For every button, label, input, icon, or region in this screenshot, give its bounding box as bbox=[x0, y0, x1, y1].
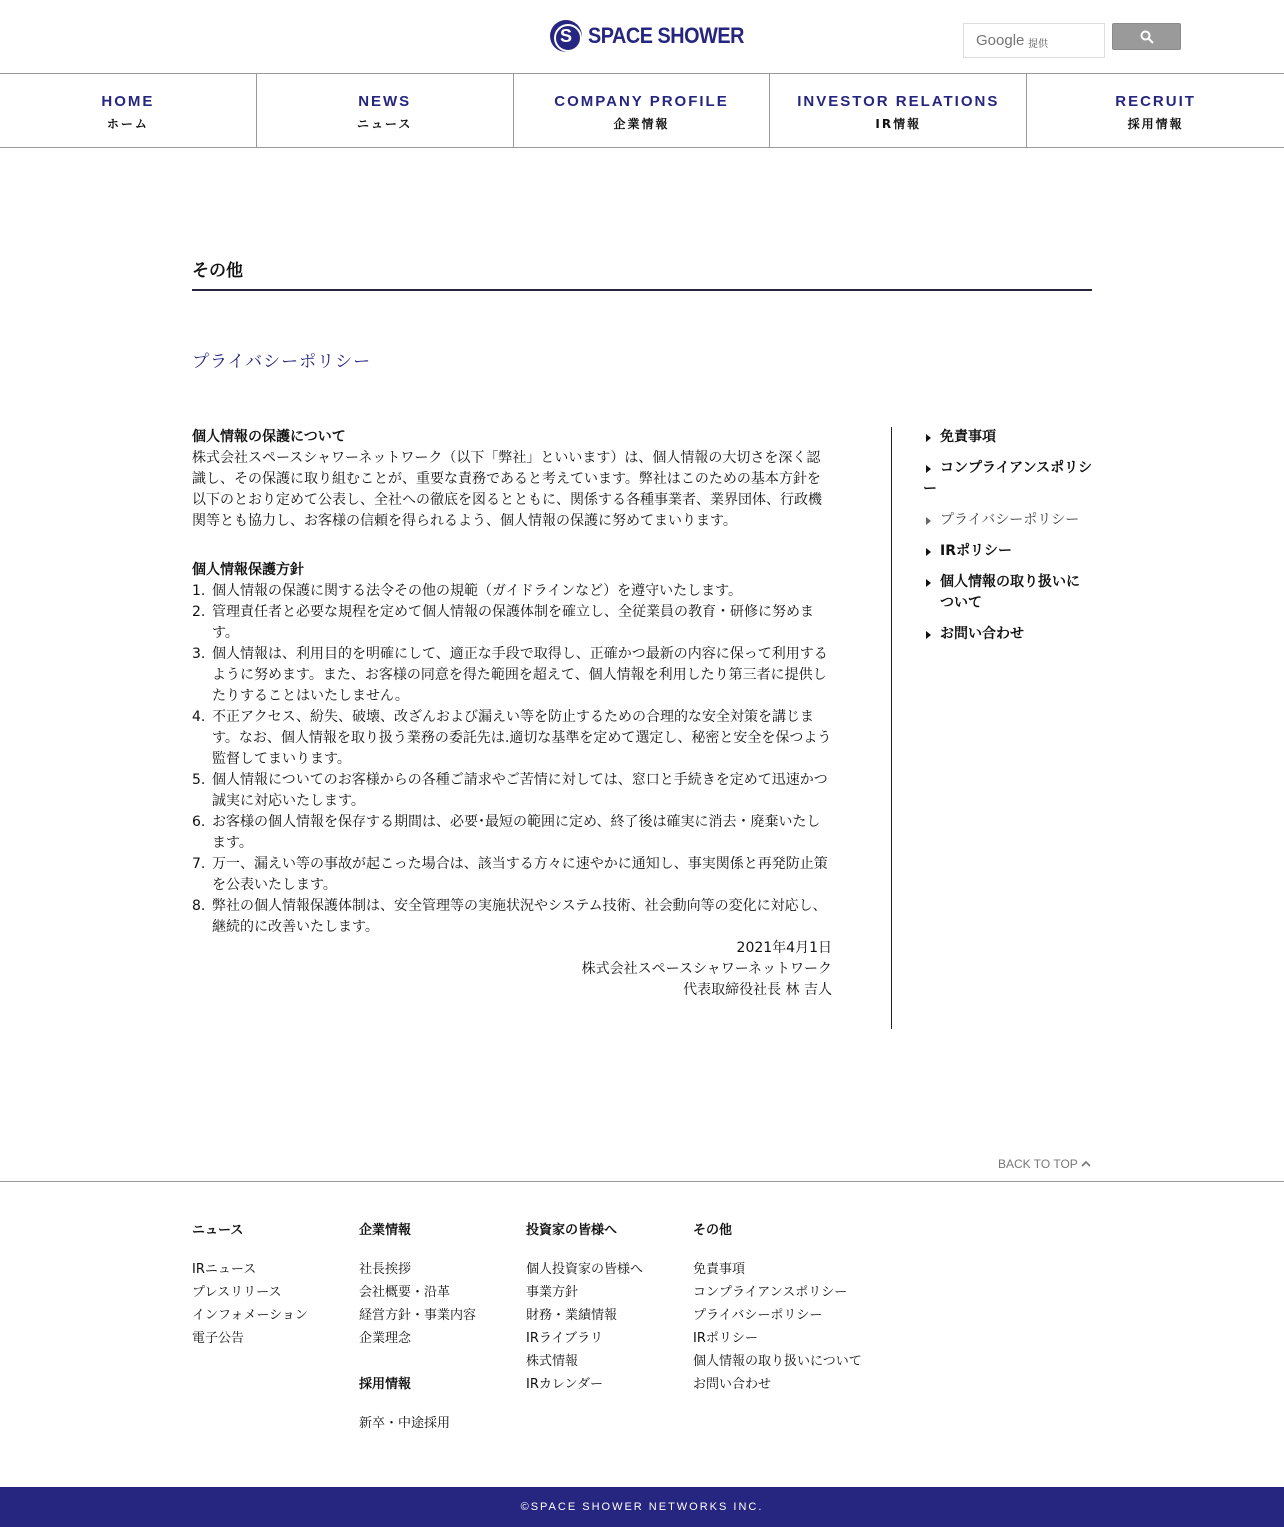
nav-label-ja: IR情報 bbox=[875, 117, 922, 131]
list-text: 個人情報についてのお客様からの各種ご請求やご苦情に対しては、窓口と手続きを定めて迅速かつ誠実に対応いたします。 bbox=[212, 772, 828, 809]
list-text: 管理責任者と必要な規程を定めて個人情報の保護体制を確立し、全従業員の教育・研修に努めます。 bbox=[212, 604, 814, 641]
logo-letter: S bbox=[559, 26, 572, 46]
signature-company: 株式会社スペースシャワーネットワーク bbox=[581, 961, 832, 977]
footer-link[interactable]: IRニュース bbox=[192, 1262, 257, 1277]
footer-heading: 企業情報 bbox=[359, 1223, 412, 1238]
policy-heading: 個人情報保護方針 bbox=[192, 562, 304, 578]
list-text: 万一、漏えい等の事故が起こった場合は、該当する方々に速やかに通知し、事実関係と再発防止策を公表いたします。 bbox=[212, 856, 828, 893]
footer-link[interactable]: 社長挨拶 bbox=[359, 1262, 412, 1277]
footer-link[interactable]: 事業方針 bbox=[526, 1285, 579, 1300]
footer-column-investors bbox=[526, 1222, 696, 1396]
footer-link[interactable]: 電子公告 bbox=[192, 1331, 245, 1346]
nav-label-en: RECRUIT bbox=[1115, 93, 1196, 110]
nav-label-en: INVESTOR RELATIONS bbox=[797, 93, 1000, 110]
footer-link[interactable]: お問い合わせ bbox=[693, 1377, 772, 1392]
copyright-bar: ©SPACE SHOWER NETWORKS INC. bbox=[0, 1487, 1284, 1527]
policy-list bbox=[192, 581, 832, 938]
site-logo[interactable] bbox=[550, 20, 761, 52]
list-item bbox=[192, 812, 832, 854]
logo-text: SPACE SHOWER bbox=[588, 23, 744, 48]
footer-link[interactable]: 新卒・中途採用 bbox=[359, 1416, 451, 1431]
footer-column-news bbox=[192, 1222, 362, 1350]
search-input[interactable] bbox=[963, 23, 1105, 58]
nav-label-ja: 採用情報 bbox=[1127, 117, 1184, 131]
section-divider bbox=[192, 289, 1092, 291]
side-nav-label: 個人情報の取り扱いについて bbox=[940, 574, 1080, 611]
nav-label-en: HOME bbox=[101, 93, 155, 110]
side-nav-item-privacy[interactable] bbox=[923, 510, 1093, 531]
footer-column-other bbox=[693, 1222, 863, 1396]
footer-link[interactable]: プライバシーポリシー bbox=[693, 1308, 823, 1323]
footer-heading: ニュース bbox=[192, 1223, 244, 1238]
list-text: 個人情報は、利用目的を明確にして、適正な手段で取得し、正確かつ最新の内容に保って利用するように努めます。また、お客様の同意を得た範囲を超えて、個人情報を利用したり第三者に提供したりすることはいたしません。 bbox=[212, 646, 828, 704]
list-number: 7. bbox=[192, 856, 206, 872]
side-nav-label: コンプライアンスポリシー bbox=[923, 460, 1093, 497]
nav-item-investor-relations[interactable] bbox=[770, 74, 1027, 147]
list-item bbox=[192, 707, 832, 770]
footer-link[interactable]: IRライブラリ bbox=[526, 1331, 604, 1346]
footer-column-company bbox=[359, 1222, 529, 1435]
side-nav-item-compliance[interactable] bbox=[923, 458, 1093, 500]
nav-item-company-profile[interactable] bbox=[514, 74, 771, 147]
chevron-up-icon bbox=[1081, 1160, 1091, 1168]
caret-right-icon bbox=[926, 579, 931, 587]
list-text: お客様の個人情報を保存する期間は、必要･最短の範囲に定め、終了後は確実に消去・廃棄いたします。 bbox=[212, 814, 821, 851]
search-button[interactable] bbox=[1112, 23, 1181, 50]
nav-label-en: COMPANY PROFILE bbox=[554, 93, 729, 110]
back-to-top-link[interactable] bbox=[998, 1157, 1091, 1171]
nav-label-en: NEWS bbox=[358, 93, 412, 110]
list-number: 5. bbox=[192, 772, 206, 788]
caret-right-icon bbox=[926, 434, 931, 442]
signature-date: 2021年4月1日 bbox=[736, 940, 832, 956]
footer-link[interactable]: 免責事項 bbox=[693, 1262, 746, 1277]
caret-right-icon bbox=[926, 465, 931, 473]
side-nav-label: IRポリシー bbox=[940, 543, 1012, 559]
footer-link[interactable]: インフォメーション bbox=[192, 1308, 308, 1323]
list-item bbox=[192, 854, 832, 896]
side-nav-item-personal-info[interactable] bbox=[923, 572, 1083, 614]
list-number: 2. bbox=[192, 604, 206, 620]
side-nav-item-disclaimer[interactable] bbox=[923, 427, 1093, 448]
list-text: 弊社の個人情報保護体制は、安全管理等の実施状況やシステム技術、社会動向等の変化に対応し、継続的に改善いたします。 bbox=[212, 898, 827, 935]
list-text: 個人情報の保護に関する法令その他の規範（ガイドラインなど）を遵守いたします。 bbox=[212, 583, 743, 599]
list-number: 4. bbox=[192, 709, 206, 725]
nav-label-ja: ホーム bbox=[106, 117, 149, 131]
footer-link[interactable]: 経営方針・事業内容 bbox=[359, 1308, 477, 1323]
page-title: プライバシーポリシー bbox=[192, 352, 372, 372]
list-item bbox=[192, 770, 832, 812]
intro-heading: 個人情報の保護について bbox=[192, 429, 346, 445]
footer-link[interactable]: 財務・業績情報 bbox=[526, 1308, 618, 1323]
footer-heading: 採用情報 bbox=[359, 1377, 412, 1392]
signature-person: 代表取締役社長 林 吉人 bbox=[683, 982, 832, 998]
footer-link[interactable]: 企業理念 bbox=[359, 1331, 412, 1346]
caret-right-icon bbox=[926, 517, 931, 525]
nav-label-ja: ニュース bbox=[356, 117, 413, 131]
logo-mark-icon bbox=[550, 20, 582, 52]
caret-right-icon bbox=[926, 548, 931, 556]
footer-heading: その他 bbox=[693, 1223, 733, 1238]
list-number: 1. bbox=[192, 583, 206, 599]
policy-content bbox=[192, 427, 832, 1001]
search-icon bbox=[1140, 30, 1154, 44]
footer-link[interactable]: IRポリシー bbox=[693, 1331, 758, 1346]
list-number: 3. bbox=[192, 646, 206, 662]
footer-divider bbox=[0, 1181, 1284, 1182]
list-text: 不正アクセス、紛失、破壊、改ざんおよび漏えい等を防止するための合理的な安全対策を講じます。なお、個人情報を取り扱う業務の委託先は.適切な基準を定めて選定し、秘密と安全を保つよう監督してまいります。 bbox=[212, 709, 832, 767]
list-item bbox=[192, 581, 832, 602]
nav-item-recruit[interactable] bbox=[1027, 74, 1284, 147]
list-item bbox=[192, 644, 832, 707]
footer-link[interactable]: コンプライアンスポリシー bbox=[693, 1285, 848, 1300]
section-title: その他 bbox=[192, 261, 243, 281]
nav-label-ja: 企業情報 bbox=[613, 117, 670, 131]
side-nav-item-ir-policy[interactable] bbox=[923, 541, 1093, 562]
site-header bbox=[0, 0, 1284, 74]
footer-link[interactable]: 個人投資家の皆様へ bbox=[526, 1262, 644, 1277]
search-brand-sub: 提供 bbox=[1028, 39, 1048, 50]
side-nav-item-contact[interactable] bbox=[923, 624, 1093, 645]
list-item bbox=[192, 896, 832, 938]
footer-link[interactable]: 株式情報 bbox=[526, 1354, 579, 1369]
list-number: 8. bbox=[192, 898, 206, 914]
list-item bbox=[192, 602, 832, 644]
sidebar-divider bbox=[891, 427, 892, 1029]
footer-link[interactable]: IRカレンダー bbox=[526, 1377, 604, 1392]
side-nav-label: 免責事項 bbox=[940, 429, 996, 445]
footer-link[interactable]: 会社概要・沿革 bbox=[359, 1285, 451, 1300]
footer-link[interactable]: 個人情報の取り扱いについて bbox=[693, 1354, 862, 1369]
nav-item-home[interactable] bbox=[0, 74, 257, 147]
search-brand: Google bbox=[976, 32, 1025, 49]
footer-link[interactable]: プレスリリース bbox=[192, 1285, 282, 1300]
intro-text: 株式会社スペースシャワーネットワーク（以下「弊社」といいます）は、個人情報の大切さを深く認識し、その保護に取り組むことが、重要な責務であると考えています。弊社はこのための基本方針を以下のとおり定めて公表し、全社への徹底を図るとともに、関係する各種事業者、業界団体、行政機関等とも協力し、お客様の信頼を得られるよう、個人情報の保護に努めてまいります。 bbox=[192, 450, 822, 529]
list-number: 6. bbox=[192, 814, 206, 830]
global-nav bbox=[0, 74, 1284, 148]
side-nav-label: プライバシーポリシー bbox=[940, 512, 1080, 528]
caret-right-icon bbox=[926, 631, 931, 639]
back-to-top-label: BACK TO TOP bbox=[998, 1157, 1078, 1171]
side-nav bbox=[923, 427, 1093, 655]
side-nav-label: お問い合わせ bbox=[940, 626, 1024, 642]
nav-item-news[interactable] bbox=[257, 74, 514, 147]
footer-heading: 投資家の皆様へ bbox=[526, 1223, 618, 1238]
